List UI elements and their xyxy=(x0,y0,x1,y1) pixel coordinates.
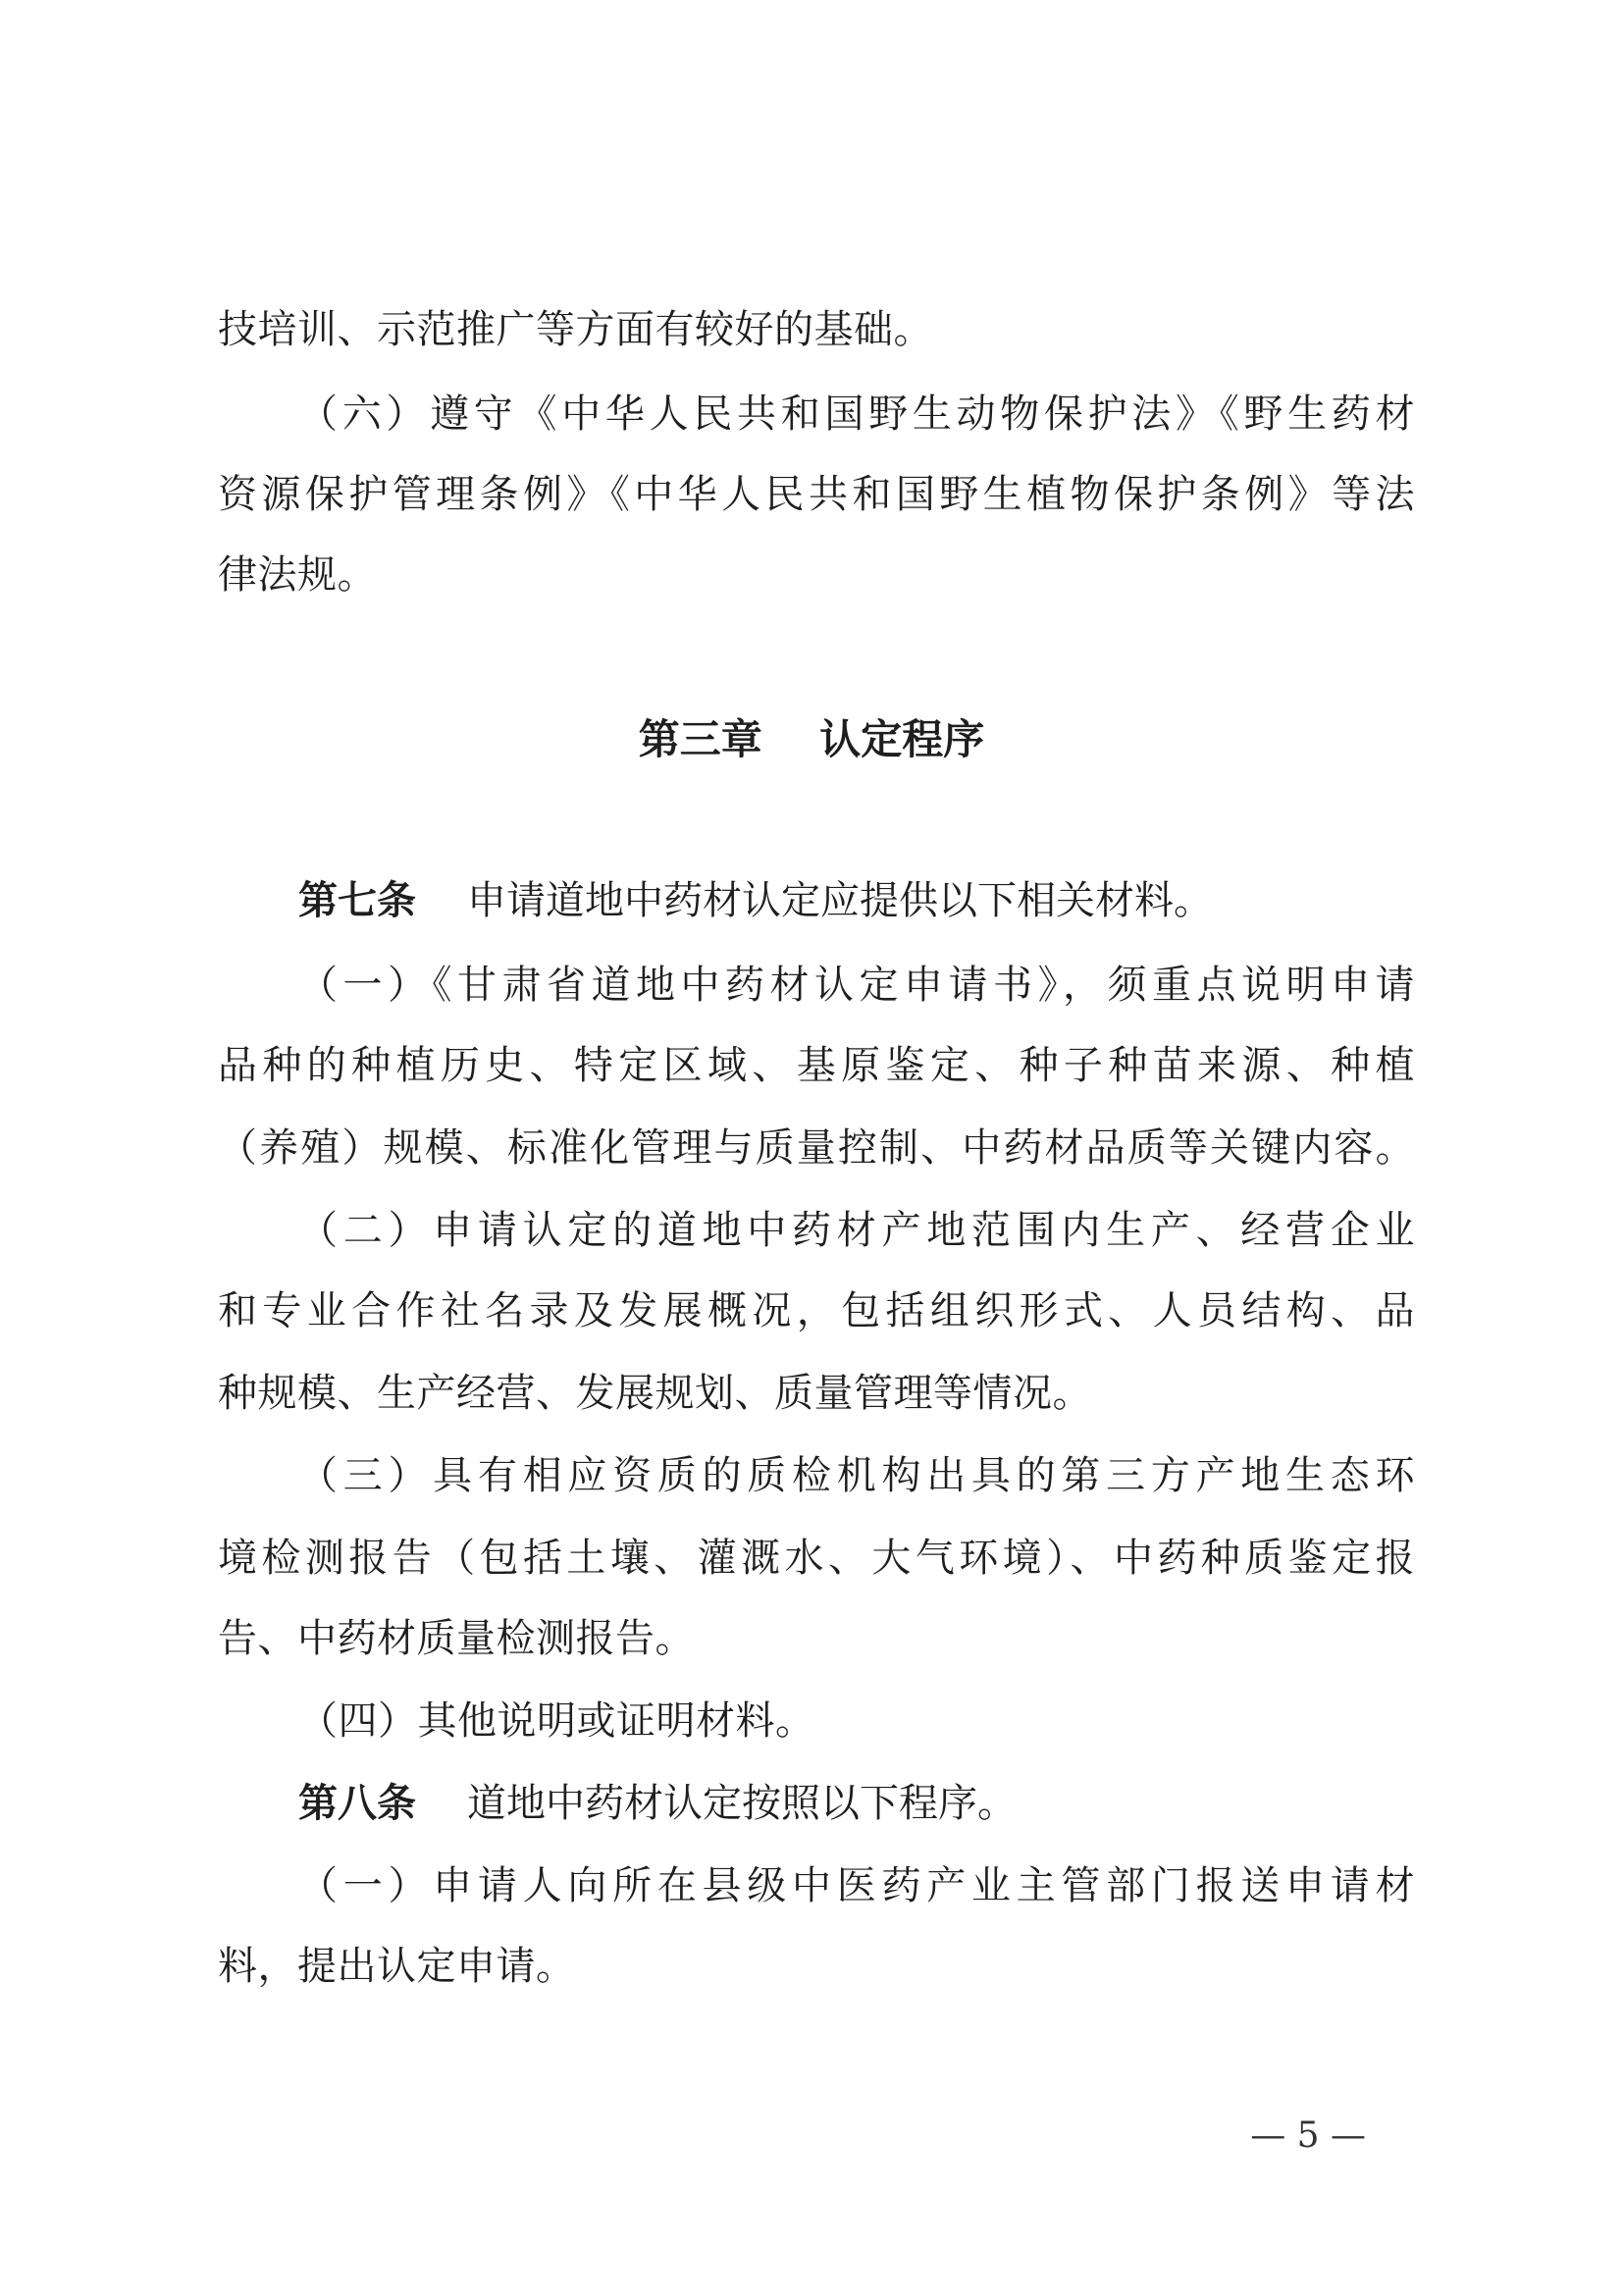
paragraph-line: （一）《甘肃省道地中药材认定申请书》，须重点说明申请 xyxy=(298,963,1415,1008)
article-7-text: 申请道地中药材认定应提供以下相关材料。 xyxy=(467,878,1213,923)
article-7 xyxy=(298,873,1415,928)
paragraph-line: 料，提出认定申请。 xyxy=(218,1944,576,1989)
paragraph-line: 品种的种植历史、特定区域、基原鉴定、种子种苗来源、种植 xyxy=(218,1043,1415,1088)
paragraph-line: 和专业合作社名录及发展概况，包括组织形式、人员结构、品 xyxy=(218,1288,1415,1333)
paragraph-line: 资源保护管理条例》《中华人民共和国野生植物保护条例》等法 xyxy=(218,472,1415,517)
paragraph-line: （四）其他说明或证明材料。 xyxy=(298,1698,815,1744)
article-8-label: 第八条 xyxy=(298,1781,416,1826)
paragraph-line: （一）申请人向所在县级中医药产业主管部门报送申请材 xyxy=(298,1863,1415,1908)
page-number: — 5 — xyxy=(1250,2115,1366,2156)
paragraph-line: （六）遵守《中华人民共和国野生动物保护法》《野生药材 xyxy=(298,391,1415,437)
paragraph-line: （养殖）规模、标准化管理与质量控制、中药材品质等关键内容。 xyxy=(218,1125,1415,1171)
paragraph-line: 告、中药材质量检测报告。 xyxy=(218,1616,695,1661)
article-8-text: 道地中药材认定按照以下程序。 xyxy=(467,1781,1017,1826)
article-7-label: 第七条 xyxy=(298,878,416,923)
paragraph-line: 技培训、示范推广等方面有较好的基础。 xyxy=(218,307,933,352)
paragraph-line: 境检测报告（包括土壤、灌溉水、大气环境）、中药种质鉴定报 xyxy=(218,1536,1415,1581)
paragraph-line: （二）申请认定的道地中药材产地范围内生产、经营企业 xyxy=(298,1208,1415,1253)
paragraph-line: 种规模、生产经营、发展规划、质量管理等情况。 xyxy=(218,1371,1092,1416)
paragraph-line: （三）具有相应资质的质检机构出具的第三方产地生态环 xyxy=(298,1453,1415,1498)
article-8 xyxy=(298,1776,1415,1831)
paragraph-line: 律法规。 xyxy=(218,552,377,598)
chapter-heading: 第三章 认定程序 xyxy=(638,715,985,763)
